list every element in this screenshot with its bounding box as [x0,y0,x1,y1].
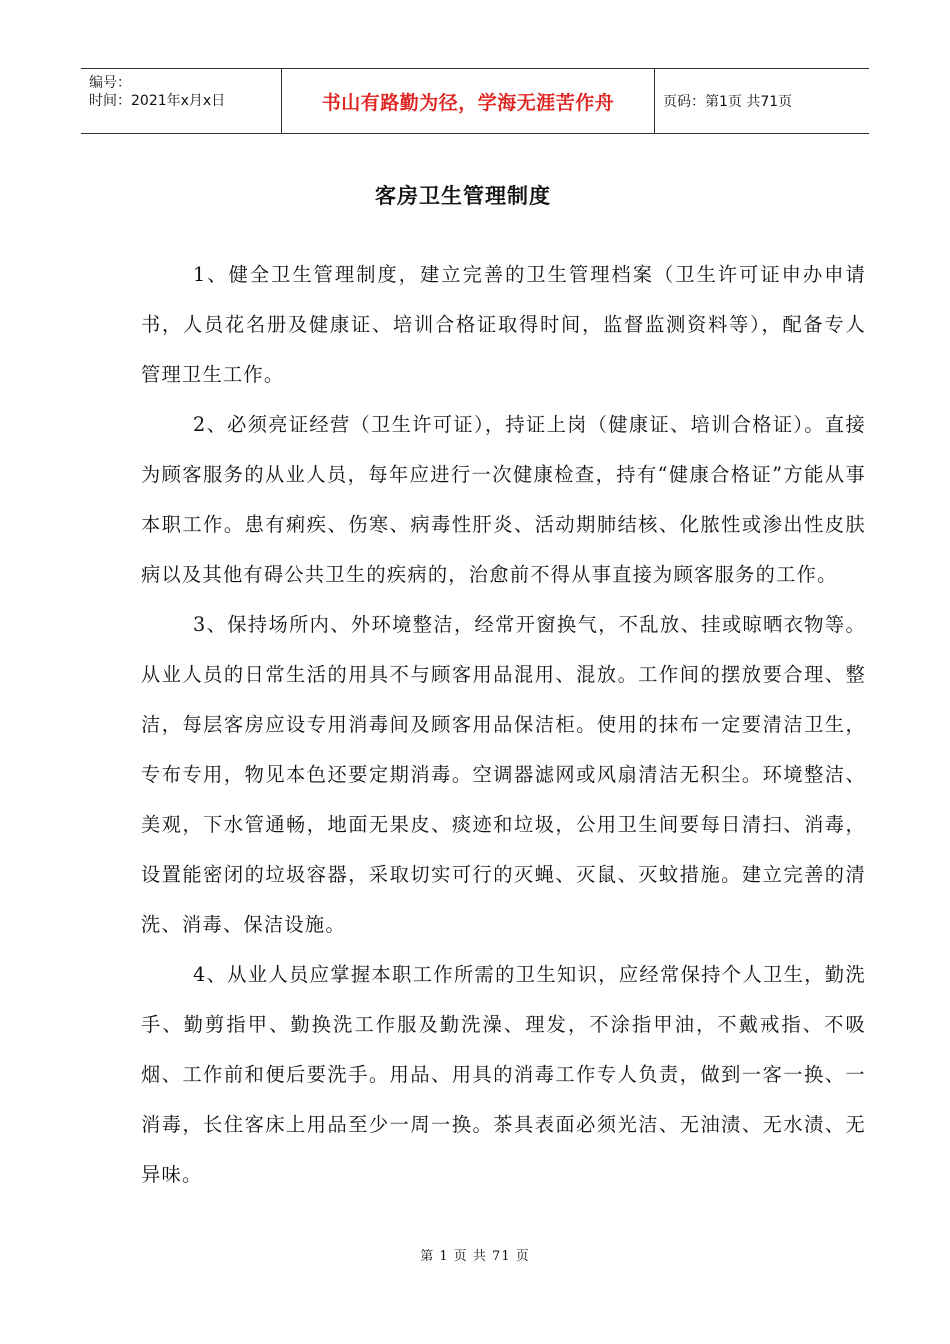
page-info: 页码：第1页 共71页 [663,94,793,110]
header-meta-cell [81,69,282,133]
document-body [141,250,866,1200]
motto: 书山有路勤为径，学海无涯苦作舟 [282,69,655,133]
page-footer: 第 1 页 共 71 页 [420,1249,530,1264]
paragraph-4: 4、从业人员应掌握本职工作所需的卫生知识，应经常保持个人卫生，勤洗手、勤剪指甲、勤换洗工作服及勤洗澡、理发，不涂指甲油，不戴戒指、不吸烟、工作前和便后要洗手。用品、用具的消毒工作专人负责，做到一客一换、一消毒，长住客床上用品至少一周一换。茶具表面必须光洁、无油渍、无水渍、无异味。 [141,963,866,1186]
time-label: 时间：2021年x月x日 [89,93,226,109]
header-table [81,68,869,134]
paragraph-1: 1、健全卫生管理制度，建立完善的卫生管理档案（卫生许可证申办申请书，人员花名册及健康证、培训合格证取得时间，监督监测资料等），配备专人管理卫生工作。 [141,263,866,386]
paragraph-2: 2、必须亮证经营（卫生许可证），持证上岗（健康证、培训合格证）。直接为顾客服务的从业人员，每年应进行一次健康检查，持有“健康合格证”方能从事本职工作。患有痢疾、伤寒、病毒性肝炎、活动期肺结核、化脓性或渗出性皮肤病以及其他有碍公共卫生的疾病的，治愈前不得从事直接为顾客服务的工作。 [141,413,866,586]
number-label: 编号： [89,75,131,91]
paragraph-3: 3、保持场所内、外环境整洁，经常开窗换气，不乱放、挂或晾晒衣物等。从业人员的日常生活的用具不与顾客用品混用、混放。工作间的摆放要合理、整洁，每层客房应设专用消毒间及顾客用品保洁柜。使用的抹布一定要清洁卫生，专布专用，物见本色还要定期消毒。空调器滤网或风扇清洁无积尘。环境整洁、美观，下水管通畅，地面无果皮、痰迹和垃圾，公用卫生间要每日清扫、消毒，设置能密闭的垃圾容器，采取切实可行的灭蝇、灭鼠、灭蚊措施。建立完善的清洗、消毒、保洁设施。 [141,613,866,936]
document-title: 客房卫生管理制度 [375,184,551,208]
